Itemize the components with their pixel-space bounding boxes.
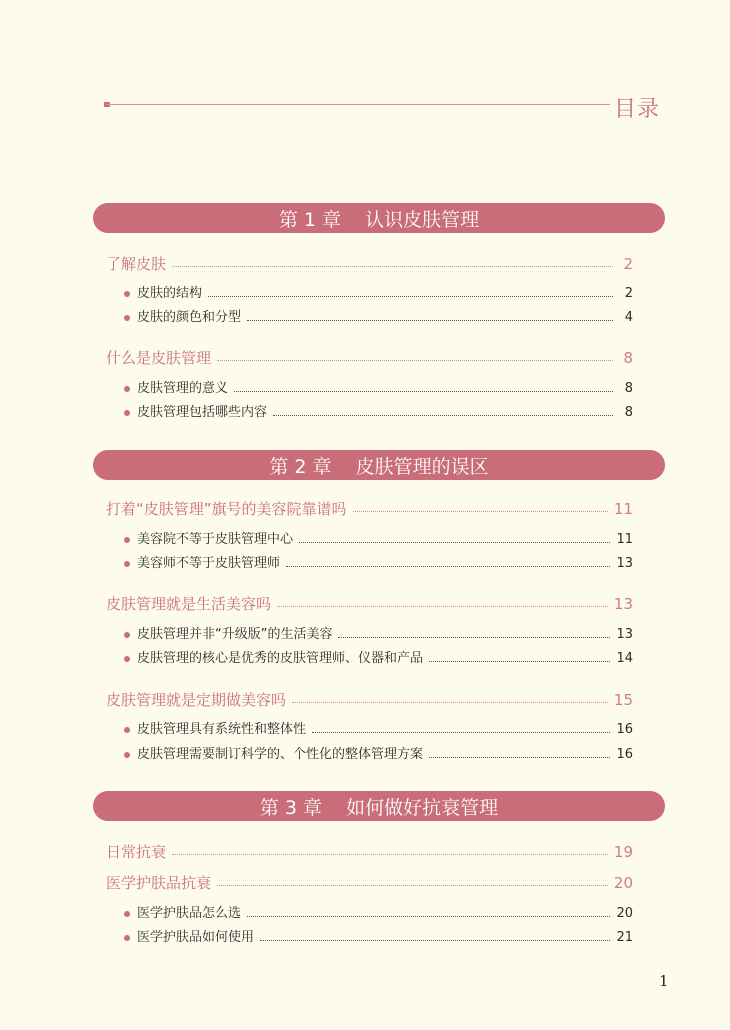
toc-entry-title: 了解皮肤 <box>106 255 167 273</box>
toc-entry-page: 4 <box>624 310 633 325</box>
toc-entry-page: 20 <box>616 906 633 921</box>
toc-entry-title: 皮肤管理并非“升级版”的生活美容 <box>137 627 333 642</box>
toc-entry-title: 皮肤的颜色和分型 <box>137 310 242 325</box>
toc-entry-page: 13 <box>613 595 633 613</box>
toc-entry-page: 2 <box>624 286 633 301</box>
toc-entry-page: 8 <box>624 405 633 420</box>
dot-leader <box>338 637 610 638</box>
bullet-icon <box>124 291 130 297</box>
toc-entry-page: 8 <box>623 349 633 367</box>
toc-entry-title: 皮肤管理就是生活美容吗 <box>106 595 272 613</box>
toc-item[interactable] <box>124 283 633 305</box>
toc-entry-page: 16 <box>616 722 633 737</box>
toc-entry-page: 11 <box>616 532 633 547</box>
toc-item[interactable] <box>124 719 633 741</box>
toc-section[interactable] <box>106 689 633 711</box>
bullet-icon <box>124 410 130 416</box>
bullet-icon <box>124 752 130 758</box>
bullet-icon <box>124 727 130 733</box>
toc-entry-title: 医学护肤品抗衰 <box>106 874 212 892</box>
dot-leader <box>312 732 610 733</box>
chapter-2-banner[interactable]: 第 2 章 皮肤管理的误区 <box>93 450 665 480</box>
toc-entry-page: 13 <box>616 556 633 571</box>
toc-entry-page: 19 <box>613 843 633 861</box>
toc-section[interactable] <box>106 593 633 615</box>
toc-item[interactable] <box>124 553 633 575</box>
dot-leader <box>234 391 613 392</box>
dot-leader <box>208 296 613 297</box>
toc-entry-title: 皮肤的结构 <box>137 286 203 301</box>
dot-leader <box>299 542 610 543</box>
dot-leader <box>172 854 608 855</box>
toc-entry-title: 打着“皮肤管理”旗号的美容院靠谱吗 <box>106 500 347 518</box>
dot-leader <box>217 360 613 361</box>
toc-entry-page: 14 <box>616 651 633 666</box>
dot-leader <box>273 415 613 416</box>
toc-entry-title: 皮肤管理的核心是优秀的皮肤管理师、仪器和产品 <box>137 651 424 666</box>
toc-item[interactable] <box>124 927 633 949</box>
bullet-icon <box>124 935 130 941</box>
toc-item[interactable] <box>124 903 633 925</box>
toc-item[interactable] <box>124 624 633 646</box>
dot-leader <box>429 757 610 758</box>
header-rule <box>106 104 610 105</box>
toc-entry-page: 15 <box>613 691 633 709</box>
toc-entry-page: 11 <box>613 500 633 518</box>
dot-leader <box>353 511 608 512</box>
dot-leader <box>247 320 613 321</box>
dot-leader <box>260 940 610 941</box>
dot-leader <box>247 916 610 917</box>
toc-entry-title: 医学护肤品如何使用 <box>137 930 255 945</box>
toc-entry-title: 美容师不等于皮肤管理师 <box>137 556 281 571</box>
toc-entry-title: 皮肤管理具有系统性和整体性 <box>137 722 307 737</box>
toc-entry-page: 13 <box>616 627 633 642</box>
dot-leader <box>217 885 608 886</box>
toc-item[interactable] <box>124 529 633 551</box>
bullet-icon <box>124 632 130 638</box>
toc-entry-title: 皮肤管理就是定期做美容吗 <box>106 691 287 709</box>
dot-leader <box>286 566 610 567</box>
bullet-icon <box>124 911 130 917</box>
toc-section[interactable] <box>106 253 633 275</box>
dot-leader <box>277 606 608 607</box>
bullet-icon <box>124 561 130 567</box>
dot-leader <box>292 702 608 703</box>
toc-entry-title: 什么是皮肤管理 <box>106 349 212 367</box>
toc-entry-page: 20 <box>613 874 633 892</box>
dot-leader <box>172 266 613 267</box>
toc-entry-title: 皮肤管理的意义 <box>137 381 229 396</box>
dot-leader <box>429 661 610 662</box>
toc-entry-title: 日常抗衰 <box>106 843 167 861</box>
toc-entry-title: 美容院不等于皮肤管理中心 <box>137 532 294 547</box>
toc-item[interactable] <box>124 378 633 400</box>
chapter-3-banner[interactable]: 第 3 章 如何做好抗衰管理 <box>93 791 665 821</box>
toc-item[interactable] <box>124 402 633 424</box>
toc-item[interactable] <box>124 744 633 766</box>
bullet-icon <box>124 537 130 543</box>
toc-entry-page: 21 <box>616 930 633 945</box>
toc-entry-page: 8 <box>624 381 633 396</box>
page-number: 1 <box>659 972 669 990</box>
toc-entry-page: 2 <box>623 255 633 273</box>
bullet-icon <box>124 315 130 321</box>
toc-item[interactable] <box>124 648 633 670</box>
toc-section[interactable] <box>106 872 633 894</box>
toc-entry-title: 医学护肤品怎么选 <box>137 906 242 921</box>
toc-section[interactable] <box>106 841 633 863</box>
toc-section[interactable] <box>106 498 633 520</box>
toc-item[interactable] <box>124 307 633 329</box>
chapter-1-banner[interactable]: 第 1 章 认识皮肤管理 <box>93 203 665 233</box>
toc-entry-page: 16 <box>616 747 633 762</box>
bullet-icon <box>124 386 130 392</box>
toc-section[interactable] <box>106 347 633 369</box>
toc-entry-title: 皮肤管理包括哪些内容 <box>137 405 268 420</box>
bullet-icon <box>124 656 130 662</box>
toc-title: 目录 <box>614 97 661 122</box>
toc-entry-title: 皮肤管理需要制订科学的、个性化的整体管理方案 <box>137 747 424 762</box>
